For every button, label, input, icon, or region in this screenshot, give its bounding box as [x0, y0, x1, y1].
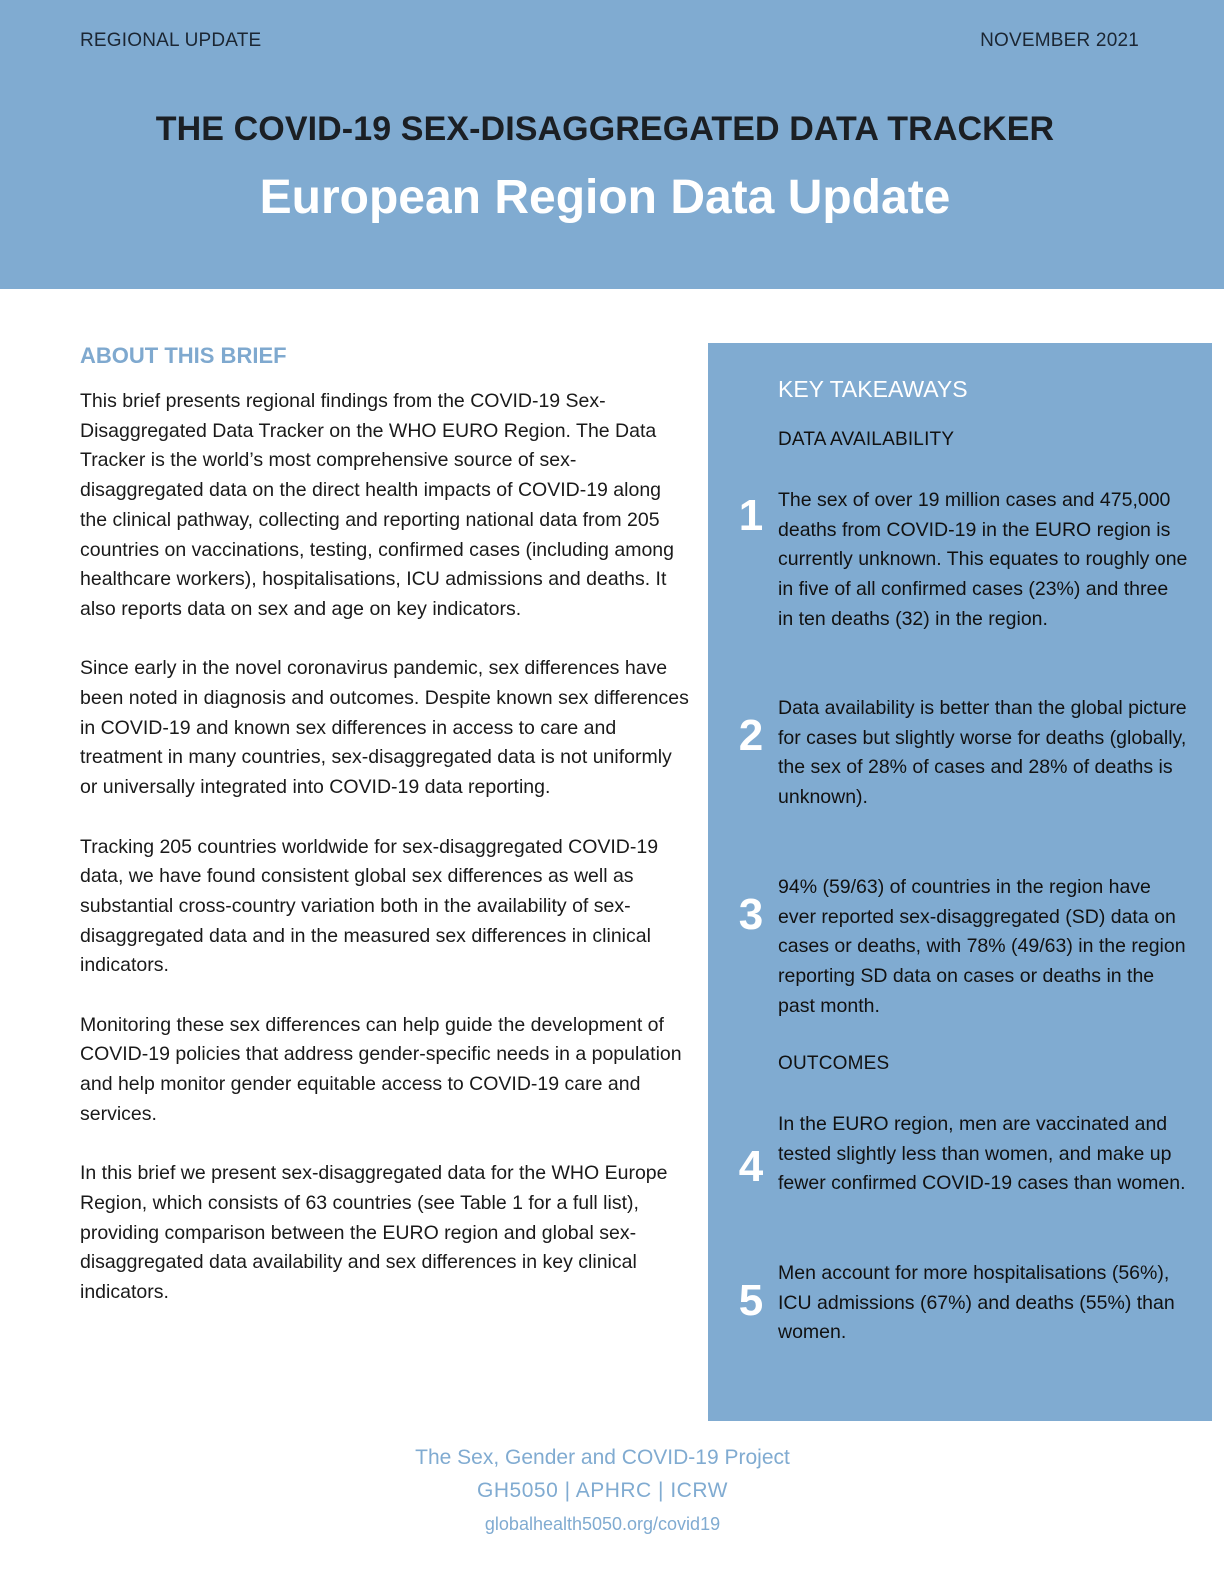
data-availability-label: DATA AVAILABILITY: [778, 429, 955, 450]
tracker-title: THE COVID-19 SEX-DISAGGREGATED DATA TRACKER: [155, 110, 1055, 148]
takeaway-number: 5: [738, 1276, 764, 1325]
about-paragraph-3: Tracking 205 countries worldwide for sex-disaggregated COVID-19 data, we have found consistent global sex differences as well as substantial cross-country variation both in the availability of sex-disaggregated data and in the measured sex differences in clinical indicators.: [80, 835, 659, 977]
footer-url-link[interactable]: globalhealth5050.org/covid19: [484, 1514, 721, 1534]
outcomes-label: OUTCOMES: [778, 1053, 890, 1074]
report-type-label: REGIONAL UPDATE: [80, 30, 262, 51]
about-heading: ABOUT THIS BRIEF: [80, 343, 287, 368]
takeaway-text: Data availability is better than the global picture for cases but slightly worse for deaths (globally, the sex of 28% of cases and 28% of deaths is unknown).: [778, 697, 1187, 809]
about-paragraph-4: Monitoring these sex differences can help guide the development of COVID-19 policies that address gender-specific needs in a population and help monitor gender equitable access to COVID-19 care and services.: [80, 1013, 682, 1125]
takeaway-text: 94% (59/63) of countries in the region have ever reported sex-disaggregated (SD) data on cases or deaths, with 78% (49/63) in the region reporting SD data on cases or deaths in the past month.: [778, 876, 1186, 1017]
about-body: [80, 387, 692, 1337]
takeaway-text: In the EURO region, men are vaccinated and tested slightly less than women, and make up fewer confirmed COVID-19 cases than women.: [778, 1113, 1186, 1195]
key-takeaways-heading: KEY TAKEAWAYS: [778, 376, 968, 402]
about-paragraph-1: This brief presents regional findings from the COVID-19 Sex-Disaggregated Data Tracker on the WHO EURO Region. The Data Tracker is the world’s most comprehensive source of sex-disaggregated data on the direct health impacts of COVID-19 along the clinical pathway, collecting and reporting national data from 205 countries on vaccinations, testing, confirmed cases (including among healthcare workers), hospitalisations, ICU admissions and deaths. It also reports data on sex and age on key indicators.: [80, 390, 674, 620]
header-banner: [0, 0, 1224, 289]
takeaway-number: 2: [738, 711, 764, 760]
takeaway-number: 4: [738, 1142, 764, 1191]
footer-project-name: The Sex, Gender and COVID-19 Project: [415, 1446, 790, 1469]
report-date-label: NOVEMBER 2021: [980, 30, 1139, 51]
takeaway-text: Men account for more hospitalisations (56%), ICU admissions (67%) and deaths (55%) than women.: [778, 1262, 1175, 1344]
about-paragraph-5: In this brief we present sex-disaggregated data for the WHO Europe Region, which consists of 63 countries (see Table 1 for a full list), providing comparison between the EURO region and global sex-disaggregated data availability and sex differences in key clinical indicators.: [80, 1162, 668, 1304]
takeaway-text: The sex of over 19 million cases and 475,000 deaths from COVID-19 in the EURO region is currently unknown. This equates to roughly one in five of all confirmed cases (23%) and three in ten deaths (32) in the region.: [778, 489, 1188, 630]
takeaway-number: 1: [738, 491, 764, 540]
takeaway-number: 3: [738, 890, 764, 939]
footer-partners: GH5050 | APHRC | ICRW: [477, 1479, 728, 1502]
key-takeaways-panel: [708, 343, 1212, 1421]
page-title: European Region Data Update: [259, 171, 951, 224]
about-paragraph-2: Since early in the novel coronavirus pandemic, sex differences have been noted in diagnosis and outcomes. Despite known sex differences in COVID-19 and known sex differences in access to care and treatment in many countries, sex-disaggregated data is not uniformly or universally integrated into COVID-19 data reporting.: [80, 657, 689, 799]
